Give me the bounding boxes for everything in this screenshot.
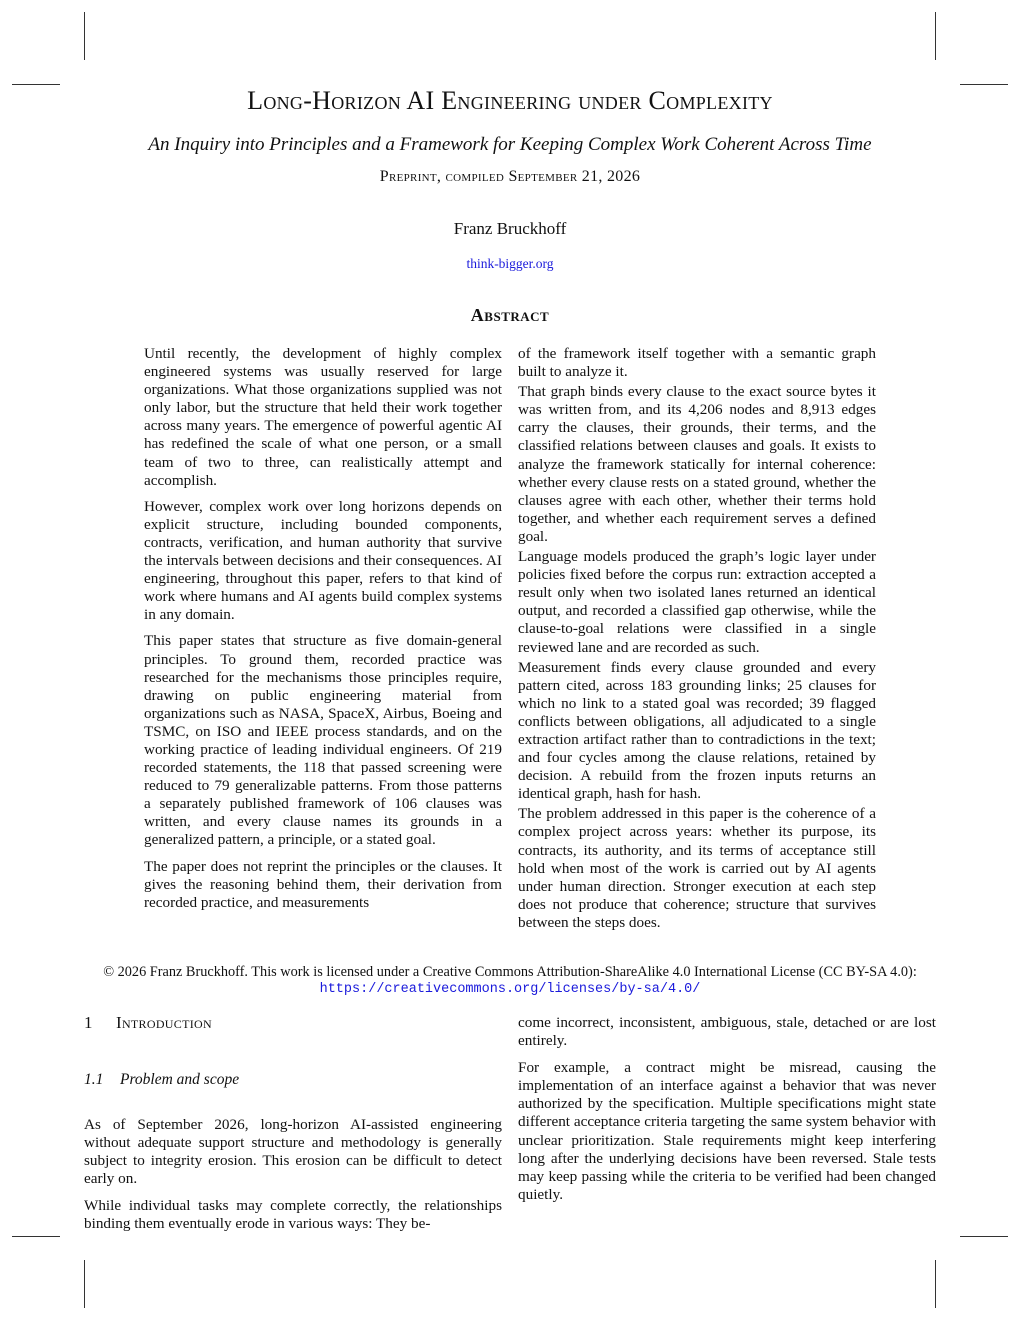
abstract-paragraph: Until recently, the development of highly complex engineered systems was usually reserved for large organizations. What those organizations supplied was not only labor, but the structure that held their work together across many years. The emergence of powerful agentic AI has redefined the scale of what one person, or a small team of two to three, can realistically attempt and accomplish. xyxy=(144,345,502,489)
abstract-paragraph: The problem addressed in this paper is the coherence of a complex project across years: whether its purpose, its contracts, its authority, and its terms of acceptance still hold when most of the work is carried out by AI agents under human direction. Stronger execution at each step does not produce that coherence; structure that survives between the steps does. xyxy=(518,805,876,931)
crop-mark xyxy=(935,1260,936,1308)
section-title: Introduction xyxy=(116,1013,212,1032)
section-number: 1 xyxy=(84,1013,93,1032)
abstract-heading: Abstract xyxy=(470,305,550,325)
crop-mark xyxy=(12,84,60,85)
crop-mark xyxy=(960,1236,1008,1237)
abstract-paragraph: Language models produced the graph’s logic layer under policies fixed before the corpus run: extraction accepted a result only when two isolated lanes returned an identical output, and recorded a classified gap otherwise, while the clause-to-goal relations were classified in a single reviewed lane and are recorded as such. xyxy=(518,548,876,656)
subsection-title: Problem and scope xyxy=(120,1071,240,1088)
author-url-link[interactable]: think-bigger.org xyxy=(466,256,554,271)
body-left-column xyxy=(84,1116,502,1243)
crop-mark xyxy=(84,12,85,60)
body-paragraph: While individual tasks may complete correctly, the relationships binding them eventually erode in various ways: They be- xyxy=(84,1197,502,1233)
body-paragraph: come incorrect, inconsistent, ambiguous, stale, detached or are lost entirely. xyxy=(518,1014,936,1050)
crop-mark xyxy=(960,84,1008,85)
section-heading xyxy=(84,1013,212,1033)
body-paragraph: As of September 2026, long-horizon AI-assisted engineering without adequate support structure and methodology is generally subject to integrity erosion. This erosion can be difficult to detect early on. xyxy=(84,1116,502,1188)
paper-subtitle: An Inquiry into Principles and a Framework for Keeping Complex Work Coherent Across Time xyxy=(148,134,872,155)
abstract-paragraph: Measurement finds every clause grounded and every pattern cited, across 183 grounding links; 25 clauses for which no link to a stated goal was recorded; 39 flagged conflicts between obligations, all adjudicated to a single extraction artifact rather than to contradictions in the text; and four cycles among the clause relations, retained by decision. A rebuild from the frozen inputs returns an identical graph, hash for hash. xyxy=(518,658,876,803)
license-text: © 2026 Franz Bruckhoff. This work is licensed under a Creative Commons Attribution-ShareAlike 4.0 International License (CC BY-SA 4.0): xyxy=(103,964,917,980)
abstract-paragraph: The paper does not reprint the principles or the clauses. It gives the reasoning behind them, their derivation from recorded practice, and measurements xyxy=(144,857,502,911)
body-paragraph: For example, a contract might be misread, causing the implementation of an interface against a behavior that was never authorized by the specification. Multiple specifications might state different acceptance criteria targeting the same system behavior with unclear prioritization. Stale requirements might keep interfering long after the underlying decisions have been reversed. Stale tests may keep passing while the criteria to be verified had been changed quietly. xyxy=(518,1059,936,1203)
crop-mark xyxy=(12,1236,60,1237)
abstract-left-column xyxy=(144,345,502,920)
abstract-right-column xyxy=(518,345,876,934)
compiled-date: Preprint, compiled September 21, 2026 xyxy=(379,168,641,185)
crop-mark xyxy=(935,12,936,60)
subsection-number: 1.1 xyxy=(84,1071,104,1088)
abstract-paragraph: This paper states that structure as five domain-general principles. To ground them, recorded practice was researched for the mechanisms those principles require, drawing on public engineering material from organizations such as NASA, SpaceX, Airbus, Boeing and TSMC, on ISO and IEEE process standards, and on the working practice of leading individual engineers. Of 219 recorded statements, the 118 that passed screening were reduced to 79 generalizable patterns. From those patterns a separately published framework of 106 clauses was written, and every clause names its grounds in a generalized pattern, a principle, or a stated goal. xyxy=(144,632,502,849)
license-notice xyxy=(84,963,936,999)
abstract-paragraph: That graph binds every clause to the exact source bytes it was written from, and its 4,206 nodes and 8,913 edges carry the clauses, their grounds, their terms, and the classified relations between clauses and goals. It exists to analyze the framework statically for internal coherence: whether every clause rests on a stated ground, whether the clauses agree with each other, whether their terms hold together, and whether each requirement serves a defined goal. xyxy=(518,383,876,545)
license-link[interactable]: https://creativecommons.org/licenses/by-sa/4.0/ xyxy=(319,982,701,997)
abstract-paragraph: of the framework itself together with a semantic graph built to analyze it. xyxy=(518,345,876,381)
author-name: Franz Bruckhoff xyxy=(453,219,567,238)
paper-title: Long-Horizon AI Engineering under Complexity xyxy=(247,86,773,115)
body-right-column xyxy=(518,1014,936,1213)
abstract-paragraph: However, complex work over long horizons depends on explicit structure, including bounded components, contracts, verification, and human authority that survive the intervals between decisions and their consequences. AI engineering, throughout this paper, refers to that kind of work where humans and AI agents build complex systems in any domain. xyxy=(144,497,502,624)
subsection-heading xyxy=(84,1071,239,1089)
crop-mark xyxy=(84,1260,85,1308)
